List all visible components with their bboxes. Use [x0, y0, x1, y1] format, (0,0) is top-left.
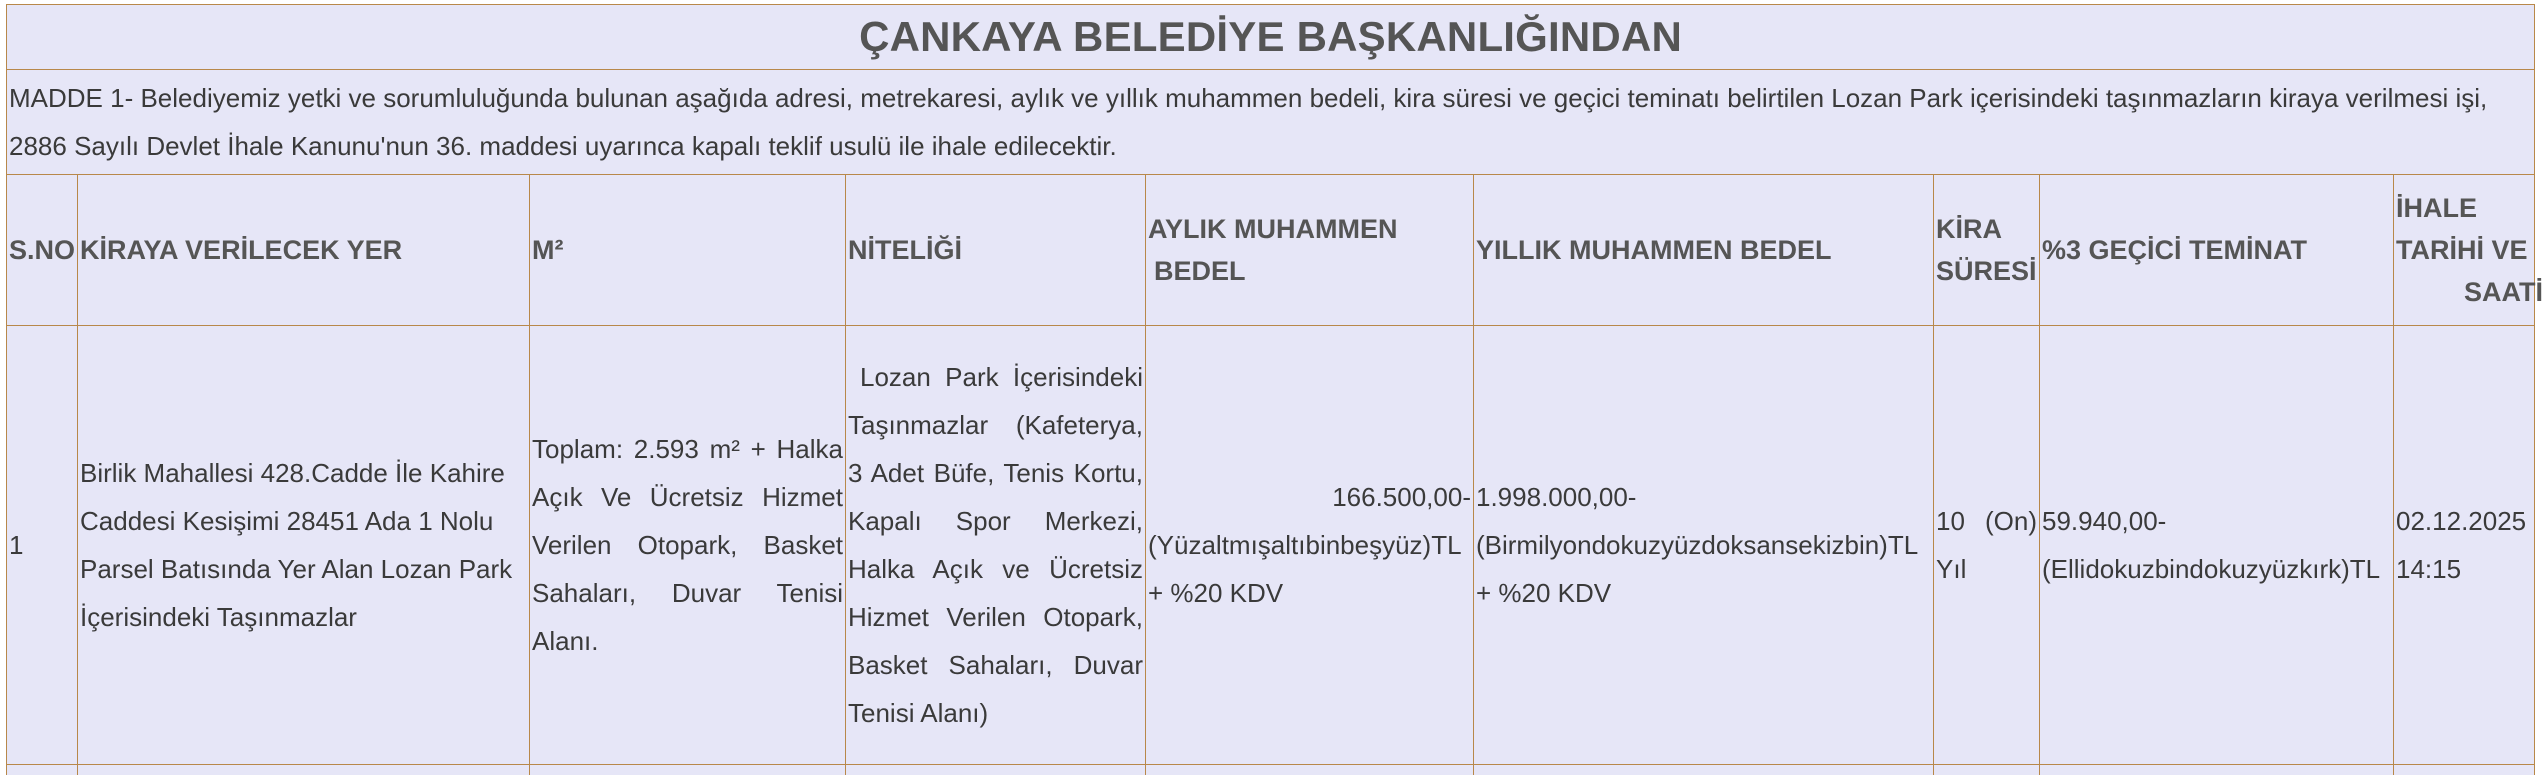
header-monthly-estimate — [1146, 175, 1474, 326]
header-lease-line2: SÜRESİ — [1936, 250, 2037, 292]
table-continuation-row — [7, 765, 2535, 775]
header-tender-line3: SAATİ — [2396, 271, 2532, 313]
cell-tender-datetime — [2394, 326, 2535, 765]
header-tender-line1: İHALE — [2396, 187, 2532, 229]
header-yearly-estimate: YILLIK MUHAMMEN BEDEL — [1474, 175, 1934, 326]
header-location: KİRAYA VERİLECEK YER — [78, 175, 530, 326]
cell-quality: Lozan Park İçerisindeki Taşınmazlar (Kafeterya, 3 Adet Büfe, Tenis Kortu, Kapalı Spor Merkezi, Halka Açık ve Ücretsiz Hizmet Verilen Otopark, Basket Sahaları, Duvar Tenisi Alanı) — [846, 326, 1146, 765]
header-sno: S.NO — [7, 175, 78, 326]
cell-yearly-amount: 1.998.000,00- — [1476, 473, 1931, 521]
cell-monthly-words: (Yüzaltmışaltıbinbeşyüz)TL — [1148, 521, 1471, 569]
header-temporary-guarantee: %3 GEÇİCİ TEMİNAT — [2040, 175, 2394, 326]
header-tender-line2: TARİHİ VE — [2396, 229, 2532, 271]
cell-yearly-estimate — [1474, 326, 1934, 765]
header-monthly-line2: BEDEL — [1148, 250, 1471, 292]
cell-monthly-vat: + %20 KDV — [1148, 569, 1471, 617]
header-area: M² — [530, 175, 846, 326]
cell-yearly-words: (Birmilyondokuzyüzdoksansekizbin)TL — [1476, 521, 1931, 569]
header-lease-period — [1934, 175, 2040, 326]
cell-monthly-estimate — [1146, 326, 1474, 765]
header-monthly-line1: AYLIK MUHAMMEN — [1148, 208, 1471, 250]
cell-yearly-vat: + %20 KDV — [1476, 569, 1931, 617]
cell-location: Birlik Mahallesi 428.Cadde İle Kahire Caddesi Kesişimi 28451 Ada 1 Nolu Parsel Batısında Yer Alan Lozan Park İçerisindeki Taşınmazlar — [78, 326, 530, 765]
article-1-text: MADDE 1- Belediyemiz yetki ve sorumluluğunda bulunan aşağıda adresi, metrekaresi, aylık ve yıllık muhammen bedeli, kira süresi ve geçici teminatı belirtilen Lozan Park içerisindeki taşınmazların kiraya verilmesi işi, 2886 Sayılı Devlet İhale Kanunu'nun 36. maddesi uyarınca kapalı teklif usulü ile ihale edilecektir. — [7, 70, 2535, 175]
header-tender-datetime — [2394, 175, 2535, 326]
cell-tender-time: 14:15 — [2396, 545, 2532, 593]
table-header-row — [7, 175, 2535, 326]
header-lease-line1: KİRA — [1936, 208, 2037, 250]
cell-guarantee-amount: 59.940,00- — [2042, 497, 2391, 545]
cell-guarantee-words: (Ellidokuzbindokuzyüzkırk)TL — [2042, 545, 2391, 593]
tender-notice-table — [6, 4, 2535, 775]
header-quality: NİTELİĞİ — [846, 175, 1146, 326]
table-row — [7, 326, 2535, 765]
cell-monthly-amount: 166.500,00- — [1148, 473, 1471, 521]
cell-lease-period: 10 (On) Yıl — [1934, 326, 2040, 765]
cell-temporary-guarantee — [2040, 326, 2394, 765]
cell-sno: 1 — [7, 326, 78, 765]
document-title: ÇANKAYA BELEDİYE BAŞKANLIĞINDAN — [7, 5, 2535, 70]
cell-area: Toplam: 2.593 m² + Halka Açık Ve Ücretsiz Hizmet Verilen Otopark, Basket Sahaları, Duvar Tenisi Alanı. — [530, 326, 846, 765]
cell-tender-date: 02.12.2025 — [2396, 497, 2532, 545]
